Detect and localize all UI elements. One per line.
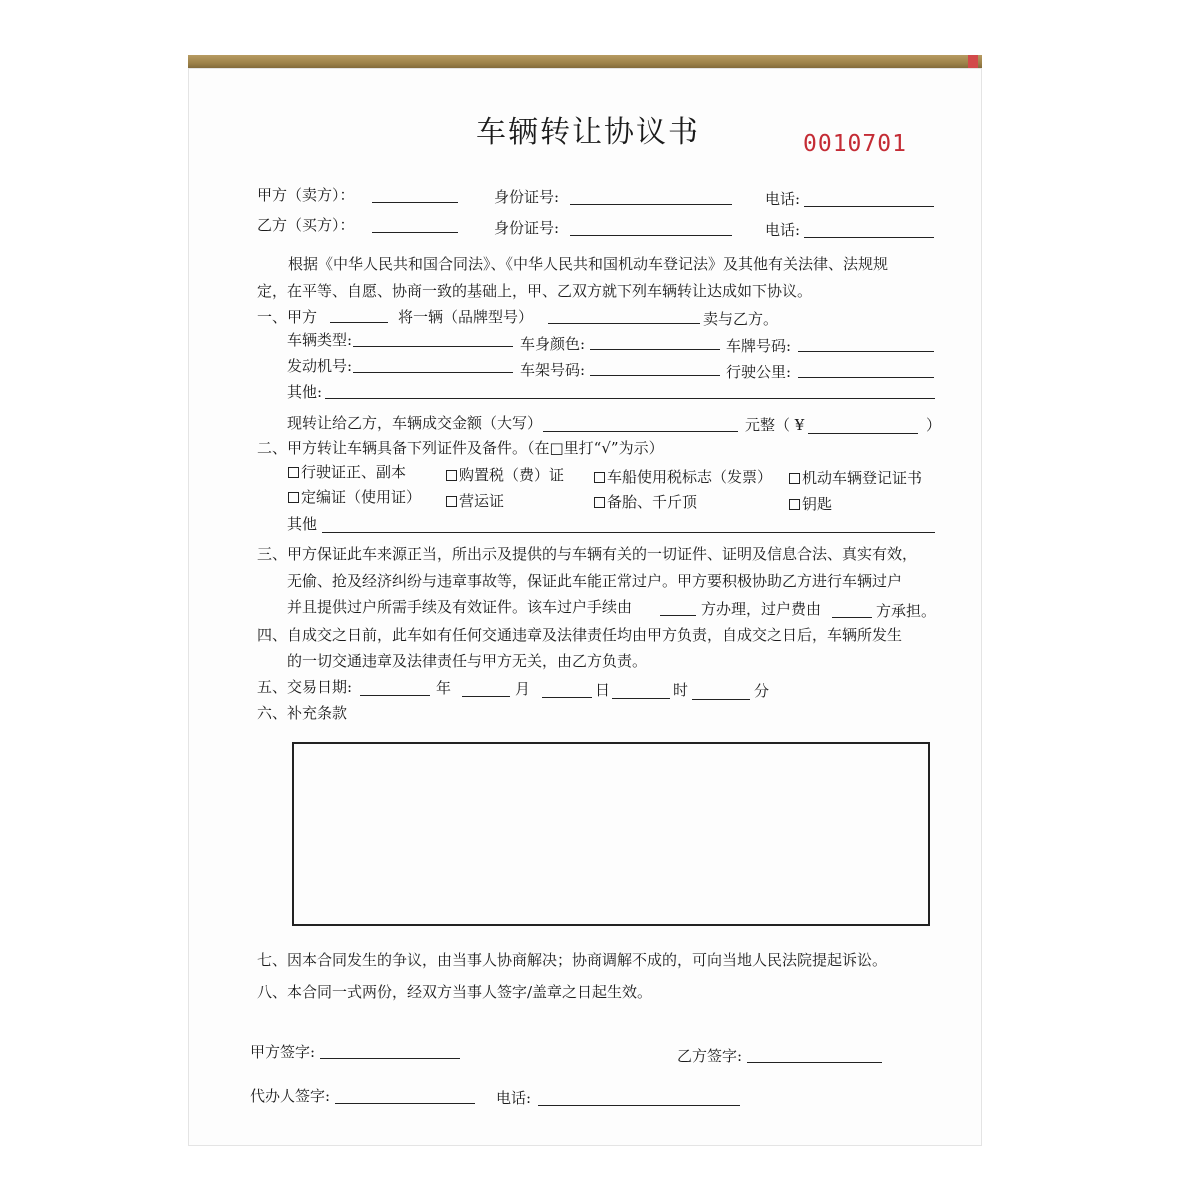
agent-signature-label: 代办人签字: — [250, 1087, 331, 1105]
section7-text: 七、因本合同发生的争议，由当事人协商解决；协商调解不成的，可向当地人民法院提起诉讼。 — [257, 951, 888, 969]
engine-no-field[interactable] — [353, 372, 513, 373]
plate-no-label: 车牌号码: — [726, 337, 792, 355]
amount-number-field[interactable] — [808, 433, 918, 434]
trade-date-label: 五、交易日期: — [257, 678, 353, 696]
party-b-id-field[interactable] — [570, 235, 732, 236]
section8-text: 八、本合同一式两份，经双方当事人签字/盖章之日起生效。 — [257, 983, 653, 1001]
trade-hour-unit: 时 — [673, 681, 689, 699]
party-a-phone-field[interactable] — [804, 206, 934, 207]
party-b-signature-label: 乙方签字: — [677, 1047, 743, 1065]
party-a-signature-field[interactable] — [320, 1058, 460, 1059]
section2-other-label: 其他 — [287, 515, 318, 533]
doc-item-label: 定编证（使用证） — [301, 488, 422, 506]
amount-words-field[interactable] — [543, 431, 738, 432]
amount-close-paren: ） — [926, 416, 942, 434]
serial-number: 0010701 — [803, 131, 907, 157]
checkbox-operation-cert[interactable] — [446, 496, 457, 507]
trade-minute-unit: 分 — [754, 682, 770, 700]
party-a-id-field[interactable] — [570, 204, 732, 205]
checkbox-driving-license[interactable] — [288, 467, 299, 478]
section3-line-1: 三、甲方保证此车来源正当，所出示及提供的与车辆有关的一切证件、证明及信息合法、真实有效， — [257, 545, 918, 563]
party-a-phone-label: 电话: — [765, 190, 801, 208]
agent-phone-label: 电话: — [496, 1089, 532, 1107]
trade-minute-field[interactable] — [692, 699, 750, 700]
doc-item-operation-cert — [446, 491, 504, 511]
body-color-field[interactable] — [590, 349, 720, 350]
binding-strip — [188, 55, 982, 69]
section2-heading: 二、甲方转让车辆具备下列证件及备件。（在□里打“√”为示） — [257, 439, 664, 457]
preamble-line-1: 根据《中华人民共和国合同法》、《中华人民共和国机动车登记法》及其他有关法律、法规规 — [288, 255, 889, 273]
section3-line-3a: 并且提供过户所需手续及有效证件。该车过户手续由 — [287, 598, 633, 616]
document-title: 车辆转让协议书 — [476, 115, 700, 150]
trade-month-unit: 月 — [515, 680, 531, 698]
transfer-fee-field[interactable] — [832, 617, 872, 618]
body-color-label: 车身颜色: — [520, 335, 586, 353]
section1-brand-field[interactable] — [548, 323, 700, 324]
section2-other-field[interactable] — [322, 532, 935, 533]
doc-item-driving-license — [288, 462, 406, 482]
doc-item-purchase-tax — [446, 465, 564, 485]
mileage-label: 行驶公里: — [726, 363, 792, 381]
doc-item-label: 备胎、千斤顶 — [607, 493, 698, 511]
amount-yuan-label: 元整（ ¥ — [745, 416, 805, 434]
section1-brand-label: 将一辆（品牌型号） — [398, 308, 534, 326]
party-a-field[interactable] — [372, 202, 458, 203]
doc-item-spare-tire — [594, 492, 697, 512]
agent-phone-field[interactable] — [538, 1105, 740, 1106]
transfer-handler-field[interactable] — [660, 615, 696, 616]
party-b-signature-field[interactable] — [747, 1062, 882, 1063]
section4-line-1: 四、自成交之日前，此车如有任何交通违章及法律责任均由甲方负责，自成交之日后，车辆所发生 — [257, 626, 903, 644]
section1-party: 一、甲方 — [257, 308, 318, 326]
vehicle-type-field[interactable] — [353, 346, 513, 347]
vehicle-type-label: 车辆类型: — [287, 331, 353, 349]
plate-no-field[interactable] — [798, 351, 934, 352]
frame-no-label: 车架号码: — [520, 361, 586, 379]
checkbox-vehicle-tax[interactable] — [594, 472, 605, 483]
doc-item-label: 钥匙 — [802, 495, 833, 513]
section1-party-field[interactable] — [330, 322, 388, 323]
trade-day-unit: 日 — [595, 681, 611, 699]
supplementary-terms-box[interactable] — [292, 742, 930, 926]
trade-month-field[interactable] — [462, 696, 510, 697]
party-b-phone-field[interactable] — [804, 237, 934, 238]
trade-day-field[interactable] — [542, 697, 592, 698]
doc-item-quota-cert — [288, 487, 421, 507]
doc-item-label: 购置税（费）证 — [459, 466, 565, 484]
party-b-id-label: 身份证号: — [494, 219, 560, 237]
doc-item-keys — [789, 494, 832, 514]
section3-line-3b: 方办理，过户费由 — [701, 600, 822, 618]
party-a-signature-label: 甲方签字: — [250, 1043, 316, 1061]
section3-line-2: 无偷、抢及经济纠纷与违章事故等，保证此车能正常过户。甲方要积极协助乙方进行车辆过户 — [287, 572, 903, 590]
checkbox-registration-cert[interactable] — [789, 473, 800, 484]
section1-sell-to: 卖与乙方。 — [703, 310, 779, 328]
party-b-phone-label: 电话: — [765, 221, 801, 239]
agent-signature-field[interactable] — [335, 1103, 475, 1104]
checkbox-quota-cert[interactable] — [288, 492, 299, 503]
trade-year-unit: 年 — [436, 679, 452, 697]
party-b-field[interactable] — [372, 232, 458, 233]
checkbox-purchase-tax[interactable] — [446, 470, 457, 481]
section4-line-2: 的一切交通违章及法律责任与甲方无关，由乙方负责。 — [287, 652, 648, 670]
mileage-field[interactable] — [798, 377, 934, 378]
section1-other-field[interactable] — [325, 398, 935, 399]
doc-item-label: 营运证 — [459, 492, 505, 510]
section6-label: 六、补充条款 — [257, 704, 348, 722]
doc-item-label: 行驶证正、副本 — [301, 463, 407, 481]
preamble-line-2: 定，在平等、自愿、协商一致的基础上，甲、乙双方就下列车辆转让达成如下协议。 — [257, 282, 813, 300]
party-b-label: 乙方（买方）： — [257, 216, 355, 234]
trade-hour-field[interactable] — [612, 698, 670, 699]
section3-line-3c: 方承担。 — [876, 602, 937, 620]
amount-label: 现转让给乙方，车辆成交金额（大写） — [287, 414, 543, 432]
doc-item-registration-cert — [789, 468, 922, 488]
checkbox-spare-tire[interactable] — [594, 497, 605, 508]
checkbox-keys[interactable] — [789, 499, 800, 510]
party-a-id-label: 身份证号: — [494, 188, 560, 206]
frame-no-field[interactable] — [590, 375, 720, 376]
doc-item-vehicle-tax — [594, 467, 772, 487]
doc-item-label: 机动车辆登记证书 — [802, 469, 923, 487]
doc-item-label: 车船使用税标志（发票） — [607, 468, 773, 486]
section1-other-label: 其他: — [287, 383, 323, 401]
trade-year-field[interactable] — [360, 695, 430, 696]
party-a-label: 甲方（卖方）： — [257, 186, 355, 204]
engine-no-label: 发动机号: — [287, 357, 353, 375]
